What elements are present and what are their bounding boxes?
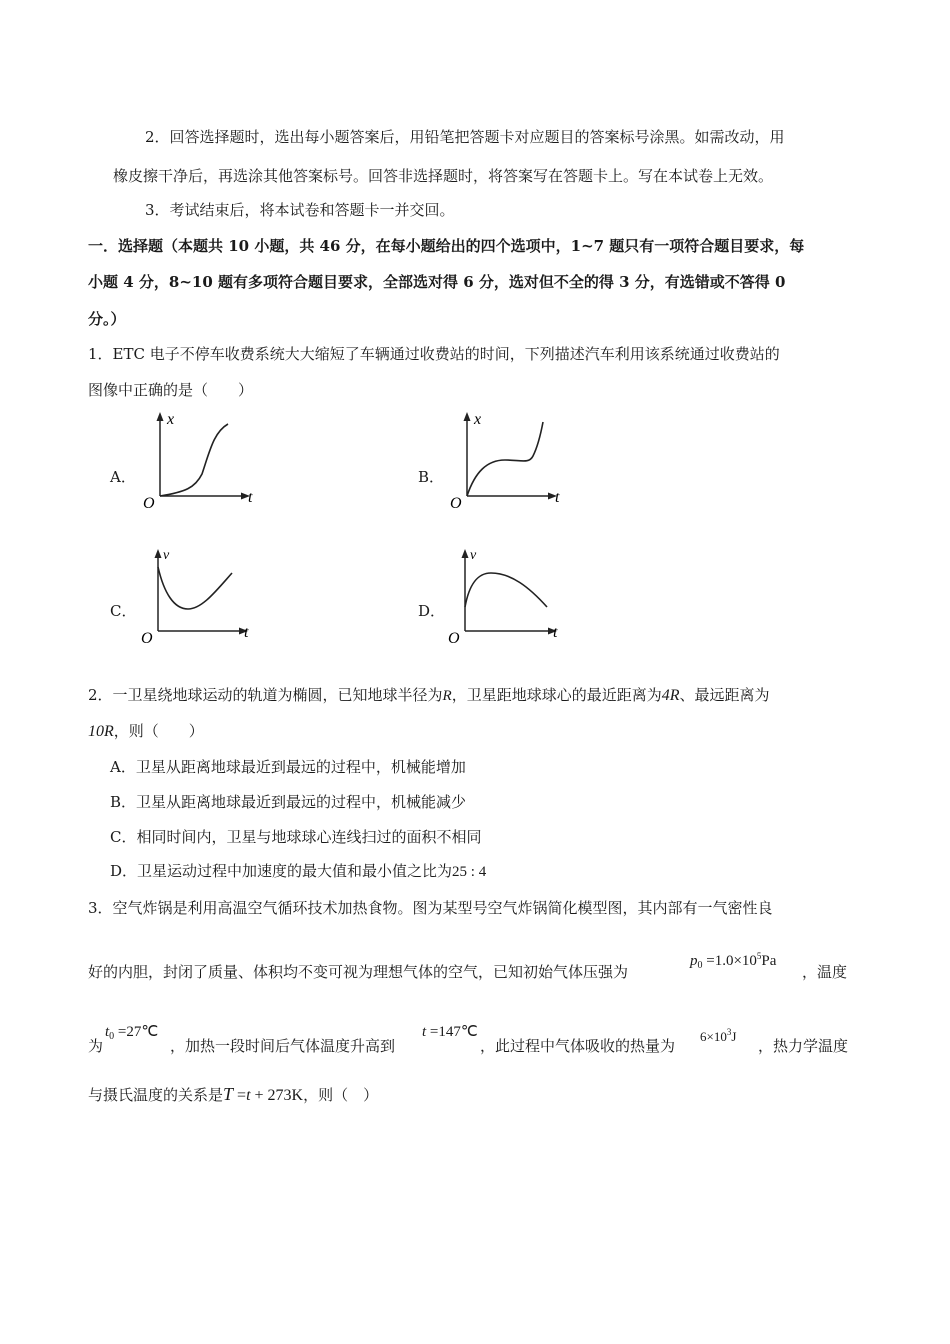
section-header-line2: 小题 4 分，8~10 题有多项符合题目要求，全部选对得 6 分，选对但不全的得 3 分，有选错或不答得 0: [88, 273, 786, 291]
y-axis-arrow: [464, 412, 471, 421]
q3-temperature-relation: T =t + 273K: [223, 1084, 304, 1104]
q1-option-a-label[interactable]: A．: [110, 468, 136, 486]
q3-line4: [88, 1084, 378, 1106]
y-axis-label: v: [470, 548, 477, 563]
instruction-3: 3．考试结束后，将本试卷和答题卡一并交回。: [145, 201, 455, 219]
q3-text-a: 好的内胆，封闭了质量、体积均不变可视为理想气体的空气，已知初始气体压强为: [88, 963, 629, 981]
curve: [467, 422, 543, 496]
q1-line2: 图像中正确的是（ ）: [88, 381, 254, 399]
q2-text-b: ，卫星距地球球心的最近距离为: [451, 686, 662, 704]
q3-final-temperature: t =147℃: [422, 1024, 478, 1040]
q1-graph-d[interactable]: [447, 545, 567, 645]
origin-label: O: [448, 630, 460, 647]
q3-text-b: ，温度: [802, 963, 848, 981]
origin-label: O: [450, 495, 462, 512]
q2-near-distance: 4R: [661, 687, 680, 704]
q1-option-c-label[interactable]: C．: [110, 602, 137, 620]
y-axis-label: v: [163, 548, 170, 563]
q3-text-g: 与摄氏温度的关系是: [88, 1086, 224, 1104]
q2-option-a[interactable]: A．卫星从距离地球最近到最远的过程中，机械能增加: [110, 758, 466, 776]
q2-option-b[interactable]: B．卫星从距离地球最近到最远的过程中，机械能减少: [110, 793, 467, 811]
q3-initial-pressure: $p_0 =1.0\times 10^5Pa$: [690, 951, 777, 971]
x-axis-label: t: [244, 624, 249, 641]
q3-initial-temperature: $t_0$ =27℃: [105, 1024, 159, 1042]
q3-text-e: ，此过程中气体吸收的热量为: [480, 1037, 676, 1055]
q2-line2: [88, 721, 204, 742]
q2-option-c[interactable]: C．相同时间内，卫星与地球球心连线扫过的面积不相同: [110, 828, 482, 846]
q1-graph-b[interactable]: [447, 410, 567, 510]
y-axis-arrow: [155, 549, 162, 558]
q2-far-distance: 10R: [88, 723, 114, 740]
q1-graph-a[interactable]: [140, 410, 260, 510]
q1-option-b-label[interactable]: B．: [418, 468, 445, 486]
q3-text-h: ，则（ ）: [303, 1086, 379, 1104]
q2-radius-symbol: R: [442, 688, 452, 704]
q3-text-d: ，加热一段时间后气体温度升高到: [170, 1037, 396, 1055]
section-header-line3: 分。）: [88, 310, 126, 328]
q2-line1: [88, 685, 770, 706]
x-axis-label: t: [555, 489, 560, 506]
q3-text-f: ，热力学温度: [758, 1037, 849, 1055]
y-axis-arrow: [462, 549, 469, 558]
y-axis-label: x: [167, 411, 175, 428]
q1-graph-c[interactable]: [140, 545, 260, 645]
q2-ratio: 25 : 4: [452, 864, 487, 880]
q2-option-d-text: D．卫星运动过程中加速度的最大值和最小值之比为: [110, 862, 453, 880]
section-header-line1: 一．选择题（本题共 10 小题，共 46 分，在每小题给出的四个选项中，1~7 题只有一项符合题目要求，每: [88, 237, 805, 255]
y-axis-label: x: [474, 411, 482, 428]
instruction-2-line2: 橡皮擦干净后，再选涂其他答案标号。回答非选择题时，将答案写在答题卡上。写在本试卷上无效。: [113, 167, 774, 185]
q2-text-d: ，则（ ）: [113, 722, 204, 740]
q2-option-d[interactable]: [110, 861, 486, 882]
curve: [158, 567, 232, 609]
y-axis-arrow: [157, 412, 164, 421]
q3-line2: [88, 951, 858, 982]
curve: [160, 424, 228, 496]
q3-line1: 3．空气炸锅是利用高温空气循环技术加热食物。图为某型号空气炸锅简化模型图，其内部有一气密性良: [88, 899, 773, 917]
origin-label: O: [141, 630, 153, 647]
curve: [465, 573, 547, 607]
x-axis-label: t: [553, 624, 558, 641]
q2-text-a: 2．一卫星绕地球运动的轨道为椭圆，已知地球半径为: [88, 686, 443, 704]
x-axis-label: t: [248, 489, 253, 506]
q2-text-c: 、最远距离为: [679, 686, 770, 704]
q3-text-c: 为: [88, 1037, 104, 1055]
q1-option-d-label[interactable]: D．: [418, 602, 446, 620]
q3-heat-absorbed: $6\times 10^3J$: [700, 1027, 737, 1044]
q3-line3: [88, 1024, 858, 1056]
instruction-2-line1: 2．回答选择题时，选出每小题答案后，用铅笔把答题卡对应题目的答案标号涂黑。如需改动，用: [145, 128, 785, 146]
origin-label: O: [143, 495, 155, 512]
q1-line1: 1．ETC 电子不停车收费系统大大缩短了车辆通过收费站的时间，下列描述汽车利用该系统通过收费站的: [88, 345, 780, 363]
